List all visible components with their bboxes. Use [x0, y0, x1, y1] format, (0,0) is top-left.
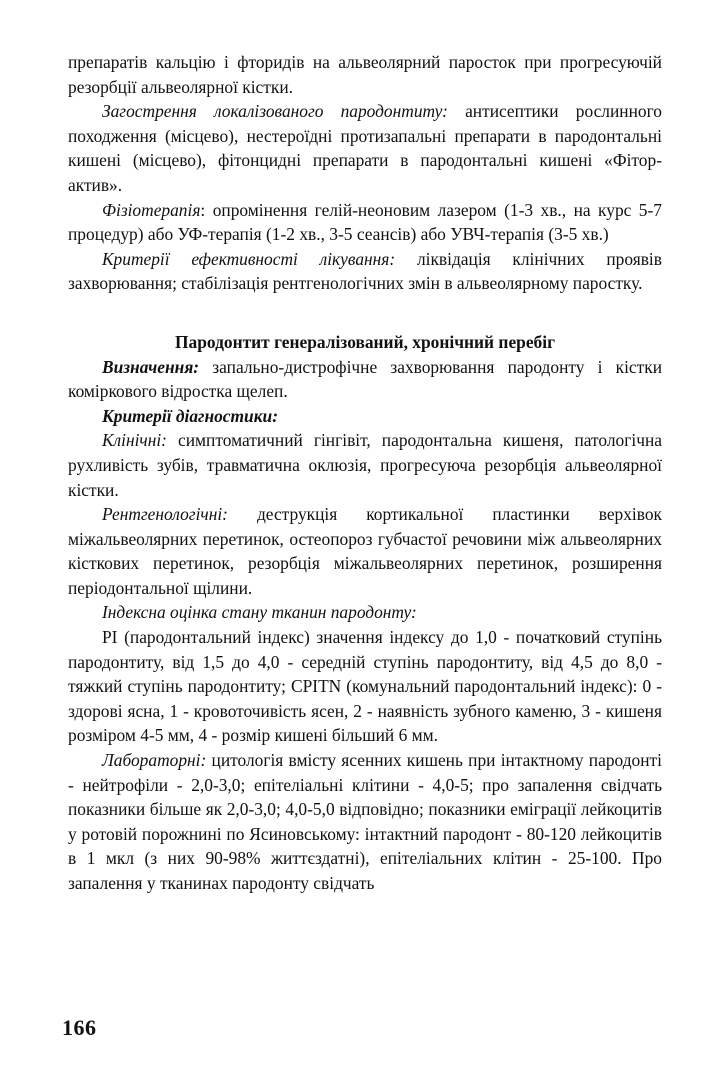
paragraph-continuation: препаратів кальцію і фторидів на альвеолярний паросток при прогресуючій резорбції альвеолярної кістки.	[68, 52, 662, 97]
paragraph-exacerbation	[68, 99, 662, 197]
section-gap	[68, 296, 662, 330]
text-physiotherapy: : опромінення гелій-неоновим лазером (1-3 хв., на курс 5-7 процедур) або УФ-терапія (1-2 хв., 3-5 сеансів) або УВЧ-терапія (3-5 хв.)	[68, 199, 662, 245]
section-heading: Пародонтит генералізований, хронічний перебіг	[175, 331, 555, 352]
label-efficacy: Критерії ефективності лікування:	[102, 248, 396, 269]
label-criteria: Критерії діагностики:	[102, 405, 279, 426]
text-efficacy: ліквідація клінічних проявів захворювання; стабілізація рентгенологічних змін в альвеолярному паростку.	[68, 248, 662, 294]
label-definition: Визначення:	[102, 356, 200, 377]
paragraph-criteria	[68, 404, 662, 429]
label-radiological: Рентгенологічні:	[102, 504, 228, 525]
paragraph-index-assessment	[68, 600, 662, 625]
paragraph-radiological	[68, 502, 662, 600]
paragraph-pi-index: PI (пародонтальний індекс) значення індексу до 1,0 - початковий ступінь пародонтиту, від 1,5 до 4,0 - середній ступінь пародонтиту, від 4,5 до 8,0 - тяжкий ступінь пародонтиту; CPITN (комунальний пародонтальний індекс): 0 - здорові ясна, 1 - кровоточивість ясен, 2 - наявність зубного каменю, 3 - кишеня розміром 4-5 мм, 4 - розмір кишені більший 6 мм.	[68, 627, 662, 746]
paragraph-efficacy	[68, 247, 662, 296]
text-definition: запально-дистрофічне захворювання пародонту і кістки коміркового відростка щелеп.	[68, 356, 662, 402]
text-clinical: симптоматичний гінгівіт, пародонтальна кишеня, патологічна рухливість зубів, травматична оклюзія, прогресуюча резорбція альвеолярної кістки.	[68, 430, 662, 500]
label-laboratory: Лабораторні:	[102, 750, 207, 771]
paragraph-physiotherapy	[68, 198, 662, 247]
label-clinical: Клінічні:	[102, 430, 167, 451]
text-exacerbation: антисептики рослинного походження (місцево), нестероїдні протизапальні препарати в пародонтальні кишені (місцево), фітонцидні препарати в пародонтальні кишені «Фітор-актив».	[68, 101, 662, 195]
label-exacerbation: Загострення локалізованого пародонтиту:	[102, 101, 448, 122]
paragraph-definition	[68, 355, 662, 404]
text-laboratory: цитологія вмісту ясенних кишень при інтактному пародонті - нейтрофіли - 2,0-3,0; епітеліальні клітини - 4,0-5; про запалення свідчать показники більше як 2,0-3,0; 4,0-5,0 відповідно; показники еміграції лейкоцитів у ротовій порожнині по Ясиновському: інтактний пародонт - 80-120 лейкоцитів в 1 мкл (з них 90-98% життєздатні), епітеліальних клітин - 25-100. Про запалення у тканинах пародонту свідчать	[68, 750, 662, 893]
paragraph-laboratory	[68, 748, 662, 896]
text-radiological: деструкція кортикальної пластинки верхівок міжальвеолярних перетинок, остеопороз губчастої речовини між альвеолярних кісткових перетинок, резорбція міжальвеолярних перетинок, розширення періодонтальної щілини.	[68, 504, 662, 598]
page-body	[68, 50, 662, 896]
label-physiotherapy: Фізіотерапія	[102, 199, 201, 220]
paragraph-clinical	[68, 428, 662, 502]
page-number: 166	[62, 1015, 97, 1040]
label-index-assessment: Індексна оцінка стану тканин пародонту:	[102, 602, 417, 623]
